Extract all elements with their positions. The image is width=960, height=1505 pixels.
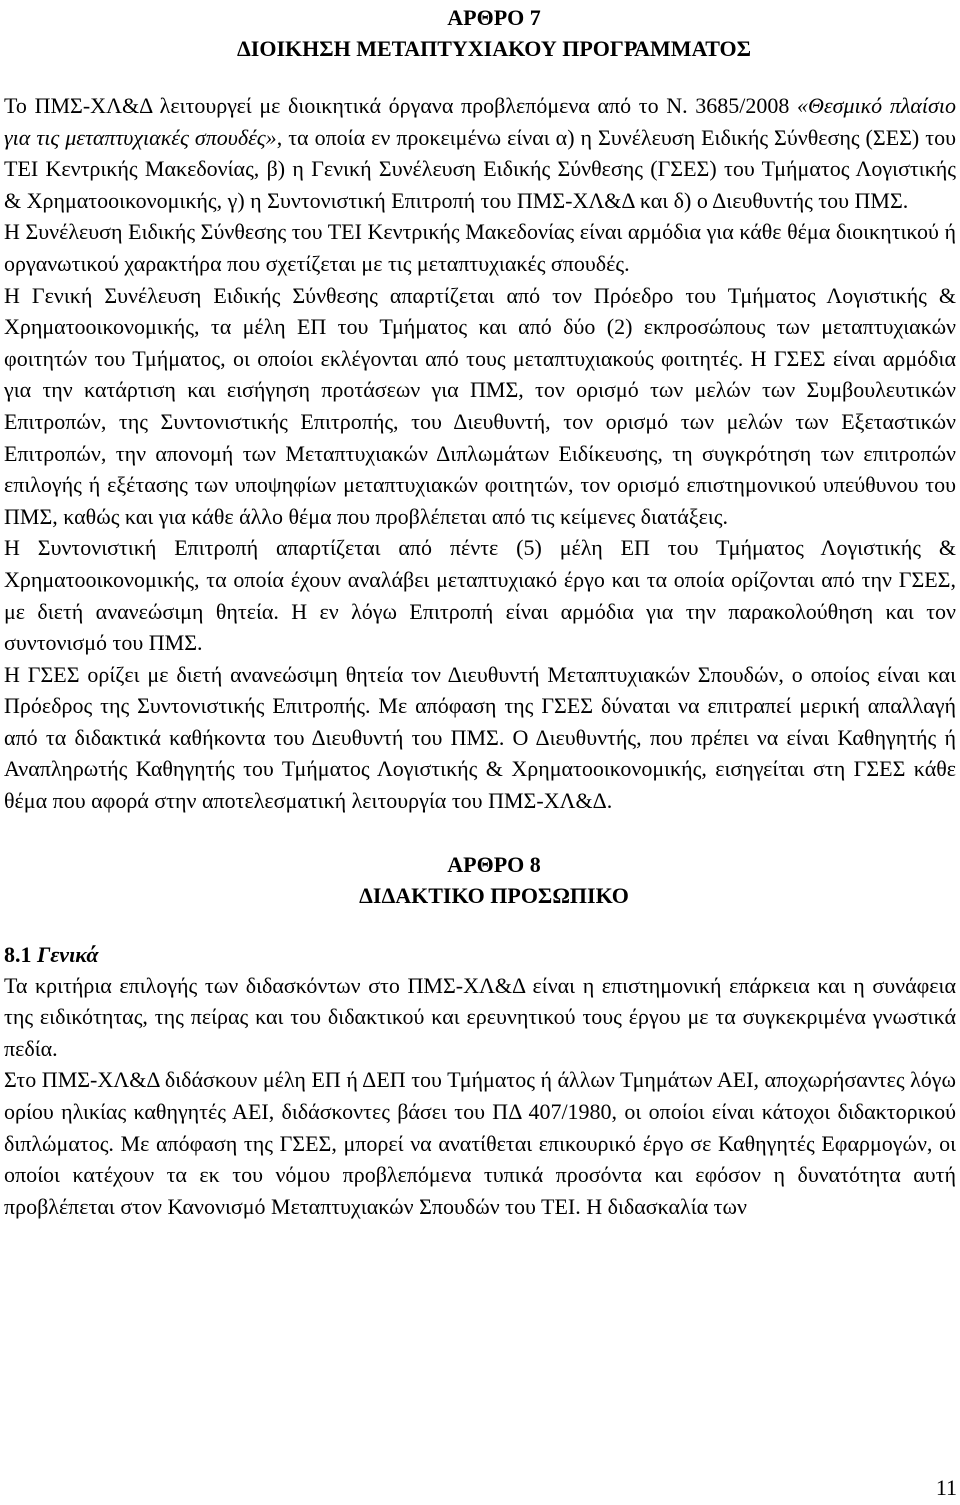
article-7-paragraph-4: Η Συντονιστική Επιτροπή απαρτίζεται από πέντε (5) μέλη ΕΠ του Τμήματος Λογιστικής & Χρηματοοικονομικής, τα οποία έχουν αναλάβει μεταπτυχιακό έργο και τα οποία ορίζονται από την ΓΣΕΣ, με διετή ανανεώσιμη θητεία. Η εν λόγω Επιτροπή είναι αρμόδια για την παρακολούθηση και τον συντονισμό του ΠΜΣ. bbox=[4, 535, 956, 656]
page-number: 11 bbox=[935, 1475, 957, 1500]
article-8-heading bbox=[32, 849, 956, 911]
article-7-paragraph-5: Η ΓΣΕΣ ορίζει με διετή ανανεώσιμη θητεία τον Διευθυντή Μεταπτυχιακών Σπουδών, ο οποίος είναι και Πρόεδρος της Συντονιστικής Επιτροπής. Με απόφαση της ΓΣΕΣ δύναται να επιτραπεί μερική απαλλαγή από τα διδακτικά καθήκοντα του Διευθυντή του ΠΜΣ. Ο Διευθυντής, που πρέπει να είναι Καθηγητής ή Αναπληρωτής Καθηγητής του Τμήματος Λογιστικής & Χρηματοοικονομικής, εισηγείται στη ΓΣΕΣ κάθε θέμα που αφορά στην αποτελεσματική λειτουργία του ΠΜΣ-ΧΛ&Δ. bbox=[4, 661, 956, 814]
document-page bbox=[4, 0, 956, 1222]
article-7-p1-part-b: , τα οποία εν προκειμένω είναι α) η Συνέλευση Ειδικής Σύνθεσης (ΣΕΣ) του ΤΕΙ Κεντρικής Μακεδονίας, β) η Γενική Συνέλευση Ειδικής Σύνθεσης (ΓΣΕΣ) του Τμήματος Λογιστικής & Χρηματοοικονομικής, γ) η Συντονιστική Επιτροπή του ΠΜΣ-ΧΛ&Δ και δ) ο Διευθυντής του ΠΜΣ. bbox=[4, 124, 956, 213]
article-7-title: ΔΙΟΙΚΗΣΗ ΜΕΤΑΠΤΥΧΙΑΚΟΥ ΠΡΟΓΡΑΜΜΑΤΟΣ bbox=[236, 36, 752, 61]
article-7-paragraph-1 bbox=[4, 90, 956, 216]
article-7-paragraph-2: Η Συνέλευση Ειδικής Σύνθεσης του ΤΕΙ Κεντρικής Μακεδονίας είναι αρμόδια για κάθε θέμα διοικητικού ή οργανωτικού χαρακτήρα που σχετίζεται με τις μεταπτυχιακές σπουδές. bbox=[4, 219, 956, 276]
article-8-paragraph-2: Στο ΠΜΣ-ΧΛ&Δ διδάσκουν μέλη ΕΠ ή ΔΕΠ του Τμήματος ή άλλων Τμημάτων ΑΕΙ, αποχωρήσαντες λόγω ορίου ηλικίας καθηγητές ΑΕΙ, διδάσκοντες βάσει του ΠΔ 407/1980, οι οποίοι είναι κάτοχοι διδακτορικού διπλώματος. Με απόφαση της ΓΣΕΣ, μπορεί να ανατίθεται επικουρικό έργο σε Καθηγητές Εφαρμογών, οι οποίοι κατέχουν τα εκ του νόμου προβλεπόμενα τυπικά προσόντα και εφόσον η δυνατότητα αυτή προβλέπεται στον Κανονισμό Μεταπτυχιακών Σπουδών του ΤΕΙ. Η διδασκαλία των bbox=[4, 1067, 956, 1219]
article-8-paragraph-1: Τα κριτήρια επιλογής των διδασκόντων στο ΠΜΣ-ΧΛ&Δ είναι η επιστημονική επάρκεια και η συνάφεια της ειδικότητας, της πείρας και του διδακτικού και ερευνητικού τους έργου με τα συγκεκριμένα γνωστικά πεδία. bbox=[4, 972, 956, 1061]
article-8-title: ΔΙΔΑΚΤΙΚΟ ΠΡΟΣΩΠΙΚΟ bbox=[359, 882, 629, 908]
section-8-1-heading bbox=[4, 939, 956, 970]
article-7-heading bbox=[32, 0, 956, 64]
article-7-p1-part-a: Το ΠΜΣ-ΧΛ&Δ λειτουργεί με διοικητικά όργανα προβλεπόμενα από το Ν. 3685/2008 bbox=[4, 93, 798, 118]
section-number: 8.1 bbox=[4, 941, 32, 967]
article-8-number: ΑΡΘΡΟ 8 bbox=[447, 851, 541, 877]
section-title: Γενικά bbox=[37, 941, 99, 967]
article-7-number: ΑΡΘΡΟ 7 bbox=[447, 5, 541, 30]
article-7-paragraph-3: Η Γενική Συνέλευση Ειδικής Σύνθεσης απαρτίζεται από τον Πρόεδρο του Τμήματος Λογιστικής & Χρηματοοικονομικής, τα μέλη ΕΠ του Τμήματος και από δύο (2) εκπροσώπους των μεταπτυχιακών φοιτητών του Τμήματος, οι οποίοι εκλέγονται από τους μεταπτυχιακούς φοιτητές. Η ΓΣΕΣ είναι αρμόδια για την κατάρτιση και εισήγηση προτάσεων για ΠΜΣ, τον ορισμό των μελών των Συμβουλευτικών Επιτροπών, της Συντονιστικής Επιτροπής, του Διευθυντή, τον ορισμό των μελών των Εξεταστικών Επιτροπών, την απονομή των Μεταπτυχιακών Διπλωμάτων Ειδίκευσης, τη συγκρότηση των επιτροπών επιλογής ή εξέτασης των υποψηφίων μεταπτυχιακών φοιτητών, τον ορισμό επιστημονικού υπεύθυνου του ΠΜΣ, καθώς και για κάθε άλλο θέμα που προβλέπεται από τις κείμενες διατάξεις. bbox=[4, 282, 956, 529]
law-title-italic: «Θεσμικό πλαίσιο για τις μεταπτυχιακές σπουδές» bbox=[4, 93, 956, 150]
